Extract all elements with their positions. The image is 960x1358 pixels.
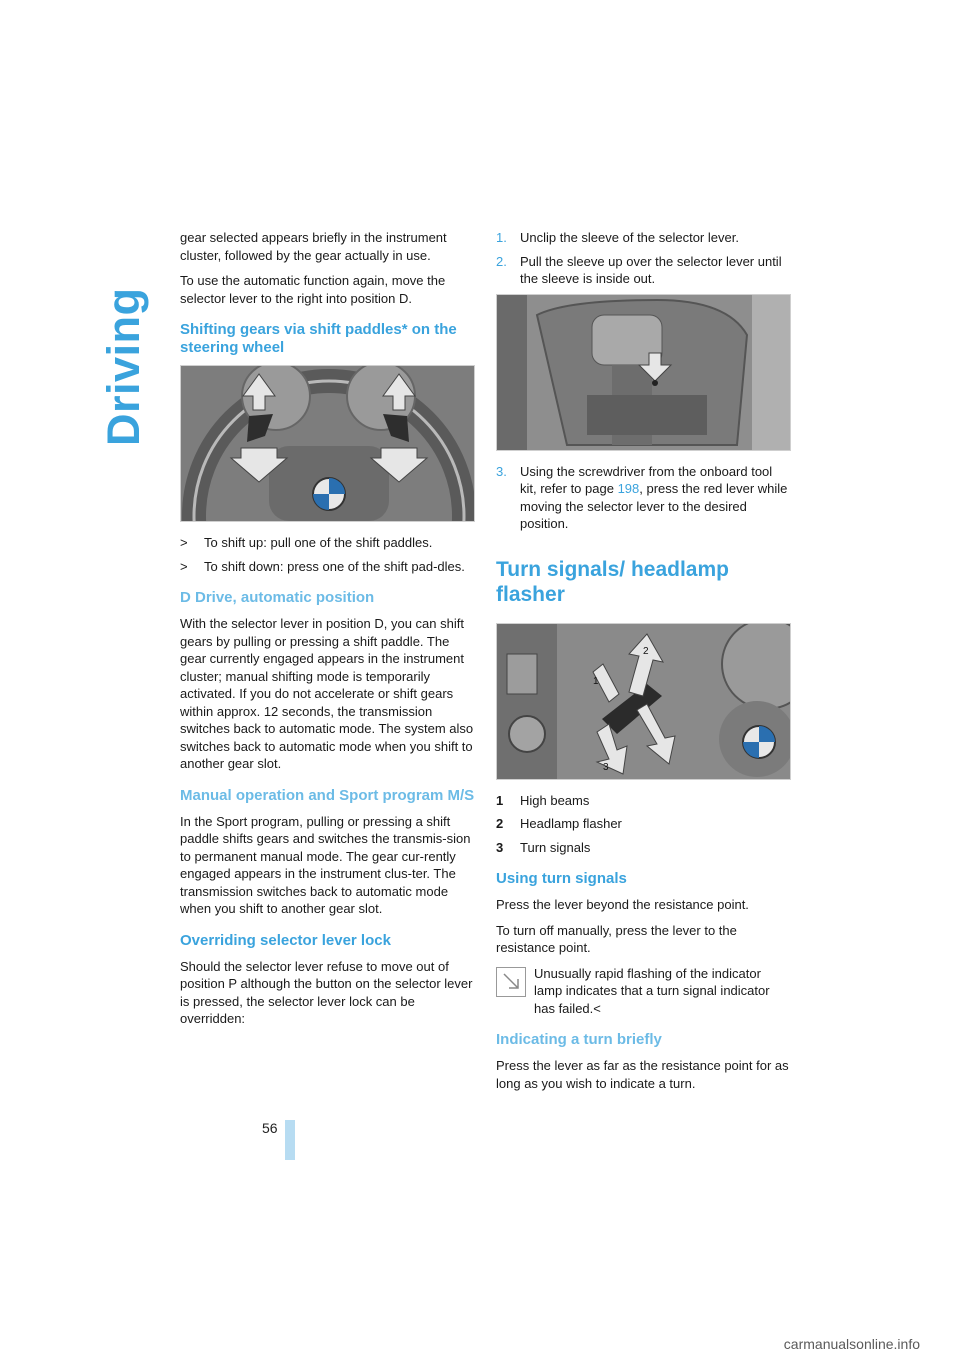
steering-wheel-illustration [181,366,474,521]
page-number: 56 [262,1120,278,1136]
selector-lever-illustration [497,295,790,450]
watermark: carmanualsonline.info [783,1336,920,1352]
figure-turn-signal-lever [496,623,791,780]
paragraph: Press the lever beyond the resistance point. [496,897,749,912]
legend-item: 3 Turn signals [496,839,591,855]
page-link[interactable]: 198 [617,481,640,496]
heading-using-turn-signals: Using turn signals [496,870,627,887]
paragraph: In the Sport program, pulling or pressing a shift paddle shifts gears and switches the transmis-sion to permanent manual mode. The gear cur-rently engaged appears in the instrument clus-ter. The transmission switches back to automatic mode when you shift to another gear slot. [180,813,471,916]
section-title: Driving [98,287,149,446]
turn-signal-illustration [497,624,790,779]
figure-selector-lever [496,294,791,451]
heading-turn-signals: Turn signals/ headlamp flasher [496,557,729,606]
heading-override-lock: Overriding selector lever lock [180,931,391,949]
page-marker-bar [285,1120,295,1160]
note-box [496,965,791,1018]
list-item: 1. Unclip the sleeve of the selector lever. [496,230,739,245]
paragraph: With the selector lever in position D, you can shift gears by pulling or pressing a shift paddle. The gear currently engaged appears in the instrument cluster; manual shifting mode is temporarily activated. If you do not accelerate or shift gears within approx. 12 seconds, the transmission switches back to automatic mode. The system also switches back to automatic mode when you shift to another gear slot. [180,616,474,771]
paragraph: Should the selector lever refuse to move out of position P although the button on the selector lever is pressed, the selector lever lock can be overridden: [180,958,473,1026]
note-arrow-icon [496,967,526,997]
svg-text:1: 1 [593,675,599,687]
heading-indicate-briefly: Indicating a turn briefly [496,1031,662,1048]
svg-text:3: 3 [603,761,609,773]
heading-d-drive: D Drive, automatic position [180,589,375,606]
paragraph: To use the automatic function again, move the selector lever to the right into position D. [180,273,446,306]
right-column [496,229,791,1100]
paragraph: Press the lever as far as the resistance point for as long as you wish to indicate a turn. [496,1058,789,1091]
list-item: 3. Using the screwdriver from the onboard tool kit, refer to page 198, press the red lever while moving the selector lever to the desired position. [496,463,788,531]
legend-item: 1 High beams [496,792,590,808]
heading-shift-paddles: Shifting gears via shift paddles* on the steering wheel [180,321,457,356]
svg-text:2: 2 [643,645,649,657]
paragraph: gear selected appears briefly in the instrument cluster, followed by the gear actually in use. [180,230,447,263]
list-item: > To shift up: pull one of the shift paddles. [180,535,433,550]
heading-manual-sport: Manual operation and Sport program M/S [180,786,475,804]
paragraph: To turn off manually, press the lever to the resistance point. [496,922,737,955]
list-item: 2. Pull the sleeve up over the selector lever until the sleeve is inside out. [496,253,782,286]
legend-item: 2 Headlamp flasher [496,816,622,831]
left-column [180,229,475,1036]
note-text: Unusually rapid flashing of the indicator lamp indicates that a turn signal indicator has failed.< [534,965,770,1016]
figure-shift-paddles [180,365,475,522]
list-item: > To shift down: press one of the shift pad-dles. [180,558,465,574]
